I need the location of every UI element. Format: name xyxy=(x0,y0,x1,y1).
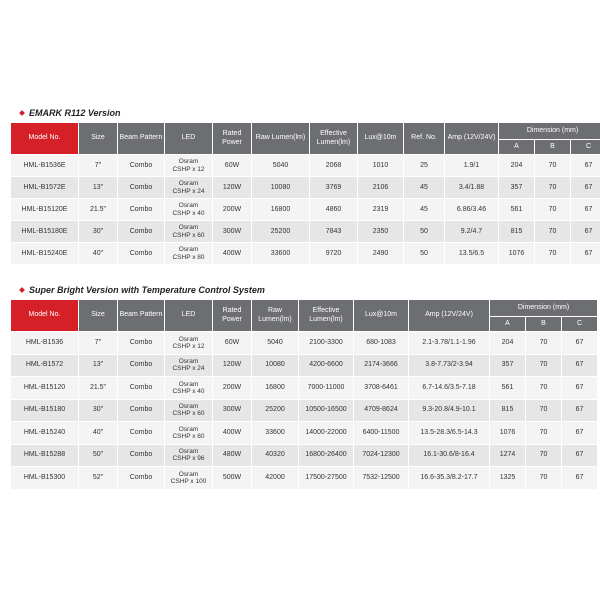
power-cell: 200W xyxy=(213,377,251,399)
raw-cell: 33600 xyxy=(252,422,298,444)
size-cell: 21.5" xyxy=(79,377,117,399)
header-raw-lumen: Raw Lumen(lm) xyxy=(252,123,309,154)
amp-cell: 16.6-35.3/8.2-17.7 xyxy=(409,467,489,489)
red-diamond-bullet-icon xyxy=(19,110,25,116)
dim-a-cell: 815 xyxy=(499,221,534,242)
table-row xyxy=(11,199,600,220)
header-effective-lumen: Effective Lumen(lm) xyxy=(299,300,353,331)
dim-c-cell: 67 xyxy=(562,445,597,467)
led-cell xyxy=(165,332,212,354)
led-brand: Osram xyxy=(178,224,199,232)
lux-cell: 2106 xyxy=(358,177,403,198)
power-cell: 400W xyxy=(213,422,251,444)
led-brand: Osram xyxy=(178,470,199,478)
dim-b-cell: 70 xyxy=(535,199,570,220)
power-cell: 300W xyxy=(213,221,251,242)
size-cell: 40" xyxy=(79,243,117,264)
dim-a-cell: 1325 xyxy=(490,467,525,489)
raw-cell: 42000 xyxy=(252,467,298,489)
dim-b-cell: 70 xyxy=(526,445,561,467)
raw-cell: 25200 xyxy=(252,400,298,422)
section1-heading xyxy=(20,108,121,118)
led-cell xyxy=(165,155,212,176)
lux-cell: 7532-12500 xyxy=(354,467,408,489)
led-brand: Osram xyxy=(178,158,199,166)
lux-cell: 4709-8624 xyxy=(354,400,408,422)
header-beam-pattern: Beam Pattern xyxy=(118,300,164,331)
led-cell xyxy=(165,467,212,489)
power-cell: 500W xyxy=(213,467,251,489)
table-row xyxy=(11,377,597,399)
dim-c-cell: 67 xyxy=(562,355,597,377)
lux-cell: 7024-12300 xyxy=(354,445,408,467)
dim-a-cell: 204 xyxy=(499,155,534,176)
header-ref-no: Ref. No. xyxy=(404,123,444,154)
section1-title: EMARK R112 Version xyxy=(29,108,121,118)
led-cell xyxy=(165,422,212,444)
size-cell: 13" xyxy=(79,355,117,377)
dim-c-cell: 67 xyxy=(562,377,597,399)
dim-c-cell: 67 xyxy=(571,155,600,176)
led-count: CSHP x 80 xyxy=(172,432,205,440)
beam-cell: Combo xyxy=(118,155,164,176)
model-cell: HML-B1572 xyxy=(11,355,78,377)
header-dim-b: B xyxy=(535,140,570,154)
led-count: CSHP x 96 xyxy=(172,455,205,463)
eff-cell: 4200-6600 xyxy=(299,355,353,377)
eff-cell: 9720 xyxy=(310,243,357,264)
header-dimension: Dimension (mm) xyxy=(490,300,597,316)
header-rated-power: Rated Power xyxy=(213,300,251,331)
dim-b-cell: 70 xyxy=(535,155,570,176)
header-led: LED xyxy=(165,123,212,154)
model-cell: HML-B15180 xyxy=(11,400,78,422)
beam-cell: Combo xyxy=(118,467,164,489)
beam-cell: Combo xyxy=(118,422,164,444)
dim-a-cell: 815 xyxy=(490,400,525,422)
table-row xyxy=(11,332,597,354)
ref-cell: 25 xyxy=(404,155,444,176)
led-brand: Osram xyxy=(178,180,199,188)
led-cell xyxy=(165,243,212,264)
header-dimension: Dimension (mm) xyxy=(499,123,600,139)
amp-cell: 3.8-7.73/2-3.94 xyxy=(409,355,489,377)
led-count: CSHP x 100 xyxy=(170,477,207,485)
model-cell: HML-B15288 xyxy=(11,445,78,467)
beam-cell: Combo xyxy=(118,445,164,467)
model-cell: HML-B15240E xyxy=(11,243,78,264)
dim-c-cell: 67 xyxy=(562,332,597,354)
dim-a-cell: 1076 xyxy=(490,422,525,444)
dim-a-cell: 561 xyxy=(499,199,534,220)
dim-b-cell: 70 xyxy=(526,400,561,422)
led-count: CSHP x 40 xyxy=(172,387,205,395)
ref-cell: 50 xyxy=(404,221,444,242)
header-effective-lumen: Effective Lumen(lm) xyxy=(310,123,357,154)
raw-cell: 5040 xyxy=(252,155,309,176)
amp-cell: 9.3-20.8/4.9-10.1 xyxy=(409,400,489,422)
table-row xyxy=(11,445,597,467)
header-model-no: Model No. xyxy=(11,123,78,154)
dim-b-cell: 70 xyxy=(526,422,561,444)
header-lux: Lux@10m xyxy=(354,300,408,331)
dim-a-cell: 357 xyxy=(490,355,525,377)
led-cell xyxy=(165,445,212,467)
led-brand: Osram xyxy=(178,448,199,456)
beam-cell: Combo xyxy=(118,377,164,399)
beam-cell: Combo xyxy=(118,177,164,198)
header-raw-lumen: Raw Lumen(lm) xyxy=(252,300,298,331)
raw-cell: 25200 xyxy=(252,221,309,242)
led-cell xyxy=(165,355,212,377)
super-bright-spec-table xyxy=(10,299,598,490)
eff-cell: 10500-16500 xyxy=(299,400,353,422)
dim-c-cell: 67 xyxy=(562,467,597,489)
amp-cell: 9.2/4.7 xyxy=(445,221,498,242)
lux-cell: 2174-3666 xyxy=(354,355,408,377)
dim-a-cell: 561 xyxy=(490,377,525,399)
table-row xyxy=(11,243,600,264)
amp-cell: 13.5/6.5 xyxy=(445,243,498,264)
dim-c-cell: 67 xyxy=(562,422,597,444)
lux-cell: 1010 xyxy=(358,155,403,176)
dim-b-cell: 70 xyxy=(526,355,561,377)
led-count: CSHP x 80 xyxy=(172,253,205,261)
header-dim-c: C xyxy=(562,317,597,331)
model-cell: HML-B15120E xyxy=(11,199,78,220)
ref-cell: 45 xyxy=(404,199,444,220)
beam-cell: Combo xyxy=(118,243,164,264)
dim-a-cell: 1076 xyxy=(499,243,534,264)
amp-cell: 1.9/1 xyxy=(445,155,498,176)
dim-b-cell: 70 xyxy=(535,221,570,242)
header-size: Size xyxy=(79,123,117,154)
size-cell: 50" xyxy=(79,445,117,467)
size-cell: 30" xyxy=(79,400,117,422)
header-led: LED xyxy=(165,300,212,331)
table-row xyxy=(11,221,600,242)
power-cell: 60W xyxy=(213,155,251,176)
led-cell xyxy=(165,377,212,399)
lux-cell: 2350 xyxy=(358,221,403,242)
beam-cell: Combo xyxy=(118,221,164,242)
header-dim-a: A xyxy=(490,317,525,331)
led-brand: Osram xyxy=(178,246,199,254)
model-cell: HML-B15300 xyxy=(11,467,78,489)
size-cell: 21.5" xyxy=(79,199,117,220)
table-row xyxy=(11,400,597,422)
raw-cell: 16800 xyxy=(252,199,309,220)
beam-cell: Combo xyxy=(118,199,164,220)
amp-cell: 16.1-30.6/8-16.4 xyxy=(409,445,489,467)
size-cell: 13" xyxy=(79,177,117,198)
header-model-no: Model No. xyxy=(11,300,78,331)
led-brand: Osram xyxy=(178,403,199,411)
model-cell: HML-B1572E xyxy=(11,177,78,198)
dim-c-cell: 67 xyxy=(571,177,600,198)
header-size: Size xyxy=(79,300,117,331)
header-dim-a: A xyxy=(499,140,534,154)
led-count: CSHP x 60 xyxy=(172,410,205,418)
dim-c-cell: 67 xyxy=(571,243,600,264)
red-diamond-bullet-icon xyxy=(19,287,25,293)
eff-cell: 2100-3300 xyxy=(299,332,353,354)
amp-cell: 13.5-28.3/6.5-14.3 xyxy=(409,422,489,444)
header-amp: Amp (12V/24V) xyxy=(409,300,489,331)
power-cell: 400W xyxy=(213,243,251,264)
model-cell: HML-B1536 xyxy=(11,332,78,354)
led-cell xyxy=(165,400,212,422)
led-count: CSHP x 60 xyxy=(172,231,205,239)
beam-cell: Combo xyxy=(118,355,164,377)
beam-cell: Combo xyxy=(118,400,164,422)
model-cell: HML-B15240 xyxy=(11,422,78,444)
led-brand: Osram xyxy=(178,358,199,366)
led-count: CSHP x 40 xyxy=(172,209,205,217)
table-row xyxy=(11,355,597,377)
eff-cell: 14000-22000 xyxy=(299,422,353,444)
table-row xyxy=(11,155,600,176)
size-cell: 7" xyxy=(79,332,117,354)
section2-title: Super Bright Version with Temperature Control System xyxy=(29,285,265,295)
led-count: CSHP x 12 xyxy=(172,165,205,173)
size-cell: 7" xyxy=(79,155,117,176)
section2-heading xyxy=(20,285,265,295)
power-cell: 120W xyxy=(213,177,251,198)
led-brand: Osram xyxy=(178,335,199,343)
dim-a-cell: 1274 xyxy=(490,445,525,467)
header-lux: Lux@10m xyxy=(358,123,403,154)
dim-b-cell: 70 xyxy=(526,377,561,399)
raw-cell: 16800 xyxy=(252,377,298,399)
size-cell: 40" xyxy=(79,422,117,444)
eff-cell: 4860 xyxy=(310,199,357,220)
lux-cell: 6400-11500 xyxy=(354,422,408,444)
power-cell: 480W xyxy=(213,445,251,467)
led-count: CSHP x 12 xyxy=(172,342,205,350)
size-cell: 52" xyxy=(79,467,117,489)
model-cell: HML-B1536E xyxy=(11,155,78,176)
led-count: CSHP x 24 xyxy=(172,187,205,195)
power-cell: 60W xyxy=(213,332,251,354)
led-count: CSHP x 24 xyxy=(172,365,205,373)
table-row xyxy=(11,422,597,444)
amp-cell: 3.4/1.88 xyxy=(445,177,498,198)
ref-cell: 50 xyxy=(404,243,444,264)
dim-b-cell: 70 xyxy=(535,177,570,198)
raw-cell: 40320 xyxy=(252,445,298,467)
lux-cell: 3708-6461 xyxy=(354,377,408,399)
led-brand: Osram xyxy=(178,380,199,388)
amp-cell: 6.86/3.46 xyxy=(445,199,498,220)
emark-spec-table xyxy=(10,122,600,265)
eff-cell: 17500-27500 xyxy=(299,467,353,489)
power-cell: 200W xyxy=(213,199,251,220)
dim-b-cell: 70 xyxy=(535,243,570,264)
led-cell xyxy=(165,177,212,198)
led-cell xyxy=(165,199,212,220)
table-row xyxy=(11,467,597,489)
eff-cell: 7843 xyxy=(310,221,357,242)
header-beam-pattern: Beam Pattern xyxy=(118,123,164,154)
dim-a-cell: 204 xyxy=(490,332,525,354)
led-brand: Osram xyxy=(178,425,199,433)
power-cell: 120W xyxy=(213,355,251,377)
raw-cell: 10080 xyxy=(252,177,309,198)
amp-cell: 2.1-3.78/1.1-1.96 xyxy=(409,332,489,354)
beam-cell: Combo xyxy=(118,332,164,354)
dim-b-cell: 70 xyxy=(526,467,561,489)
raw-cell: 10080 xyxy=(252,355,298,377)
model-cell: HML-B15120 xyxy=(11,377,78,399)
table-row xyxy=(11,177,600,198)
eff-cell: 7000-11000 xyxy=(299,377,353,399)
header-dim-b: B xyxy=(526,317,561,331)
header-dim-c: C xyxy=(571,140,600,154)
raw-cell: 33600 xyxy=(252,243,309,264)
led-cell xyxy=(165,221,212,242)
power-cell: 300W xyxy=(213,400,251,422)
raw-cell: 5040 xyxy=(252,332,298,354)
dim-b-cell: 70 xyxy=(526,332,561,354)
header-amp: Amp (12V/24V) xyxy=(445,123,498,154)
amp-cell: 6.7-14.6/3.5-7.18 xyxy=(409,377,489,399)
lux-cell: 2490 xyxy=(358,243,403,264)
dim-c-cell: 67 xyxy=(571,199,600,220)
dim-c-cell: 67 xyxy=(562,400,597,422)
lux-cell: 2319 xyxy=(358,199,403,220)
ref-cell: 45 xyxy=(404,177,444,198)
dim-c-cell: 67 xyxy=(571,221,600,242)
led-brand: Osram xyxy=(178,202,199,210)
model-cell: HML-B15180E xyxy=(11,221,78,242)
size-cell: 30" xyxy=(79,221,117,242)
eff-cell: 2068 xyxy=(310,155,357,176)
lux-cell: 680-1083 xyxy=(354,332,408,354)
header-rated-power: Rated Power xyxy=(213,123,251,154)
eff-cell: 3769 xyxy=(310,177,357,198)
dim-a-cell: 357 xyxy=(499,177,534,198)
eff-cell: 16800-26400 xyxy=(299,445,353,467)
